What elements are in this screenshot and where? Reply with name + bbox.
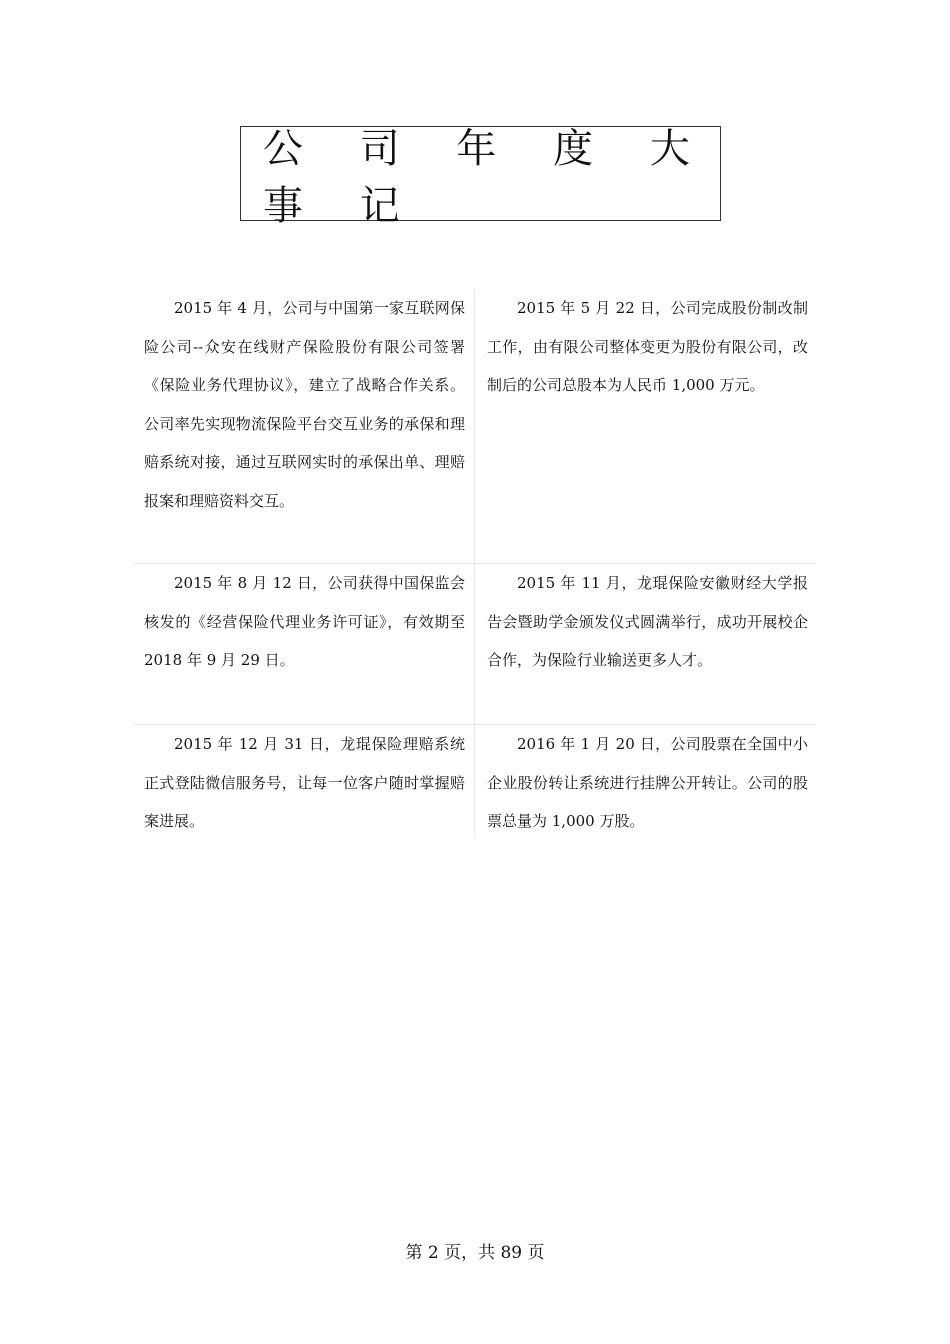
page-footer: 第 2 页，共 89 页: [405, 1243, 545, 1263]
events-table: [134, 289, 816, 837]
event-paragraph: 2015 年 12 月 31 日，龙琨保险理赔系统正式登陆微信服务号，让每一位客户随时掌握赔案进展。: [134, 725, 475, 837]
events-row-1: [134, 289, 816, 563]
event-paragraph: 2015 年 11 月，龙琨保险安徽财经大学报告会暨助学金颁发仪式圆满举行，成功开展校企合作，为保险行业输送更多人才。: [487, 574, 808, 669]
title-box: [240, 125, 721, 229]
events-row-2: [134, 563, 816, 724]
event-paragraph: 2016 年 1 月 20 日，公司股票在全国中小企业股份转让系统进行挂牌公开转让。公司的股票总量为 1,000 万股。: [487, 735, 808, 830]
events-row-3: [134, 724, 816, 837]
page-title: 公 司 年 度 大 事 记: [263, 125, 712, 229]
event-paragraph: 2015 年 5 月 22 日，公司完成股份制改制工作，由有限公司整体变更为股份有限公司，改制后的公司总股本为人民币 1,000 万元。: [487, 299, 808, 394]
event-paragraph: 2015 年 4 月，公司与中国第一家互联网保险公司--众安在线财产保险股份有限公司签署《保险业务代理协议》，建立了战略合作关系。公司率先实现物流保险平台交互业务的承保和理赔系统对接，通过互联网实时的承保出单、理赔报案和理赔资料交互。: [134, 289, 475, 563]
event-paragraph: 2015 年 8 月 12 日，公司获得中国保监会核发的《经营保险代理业务许可证》，有效期至 2018 年 9 月 29 日。: [134, 564, 475, 724]
